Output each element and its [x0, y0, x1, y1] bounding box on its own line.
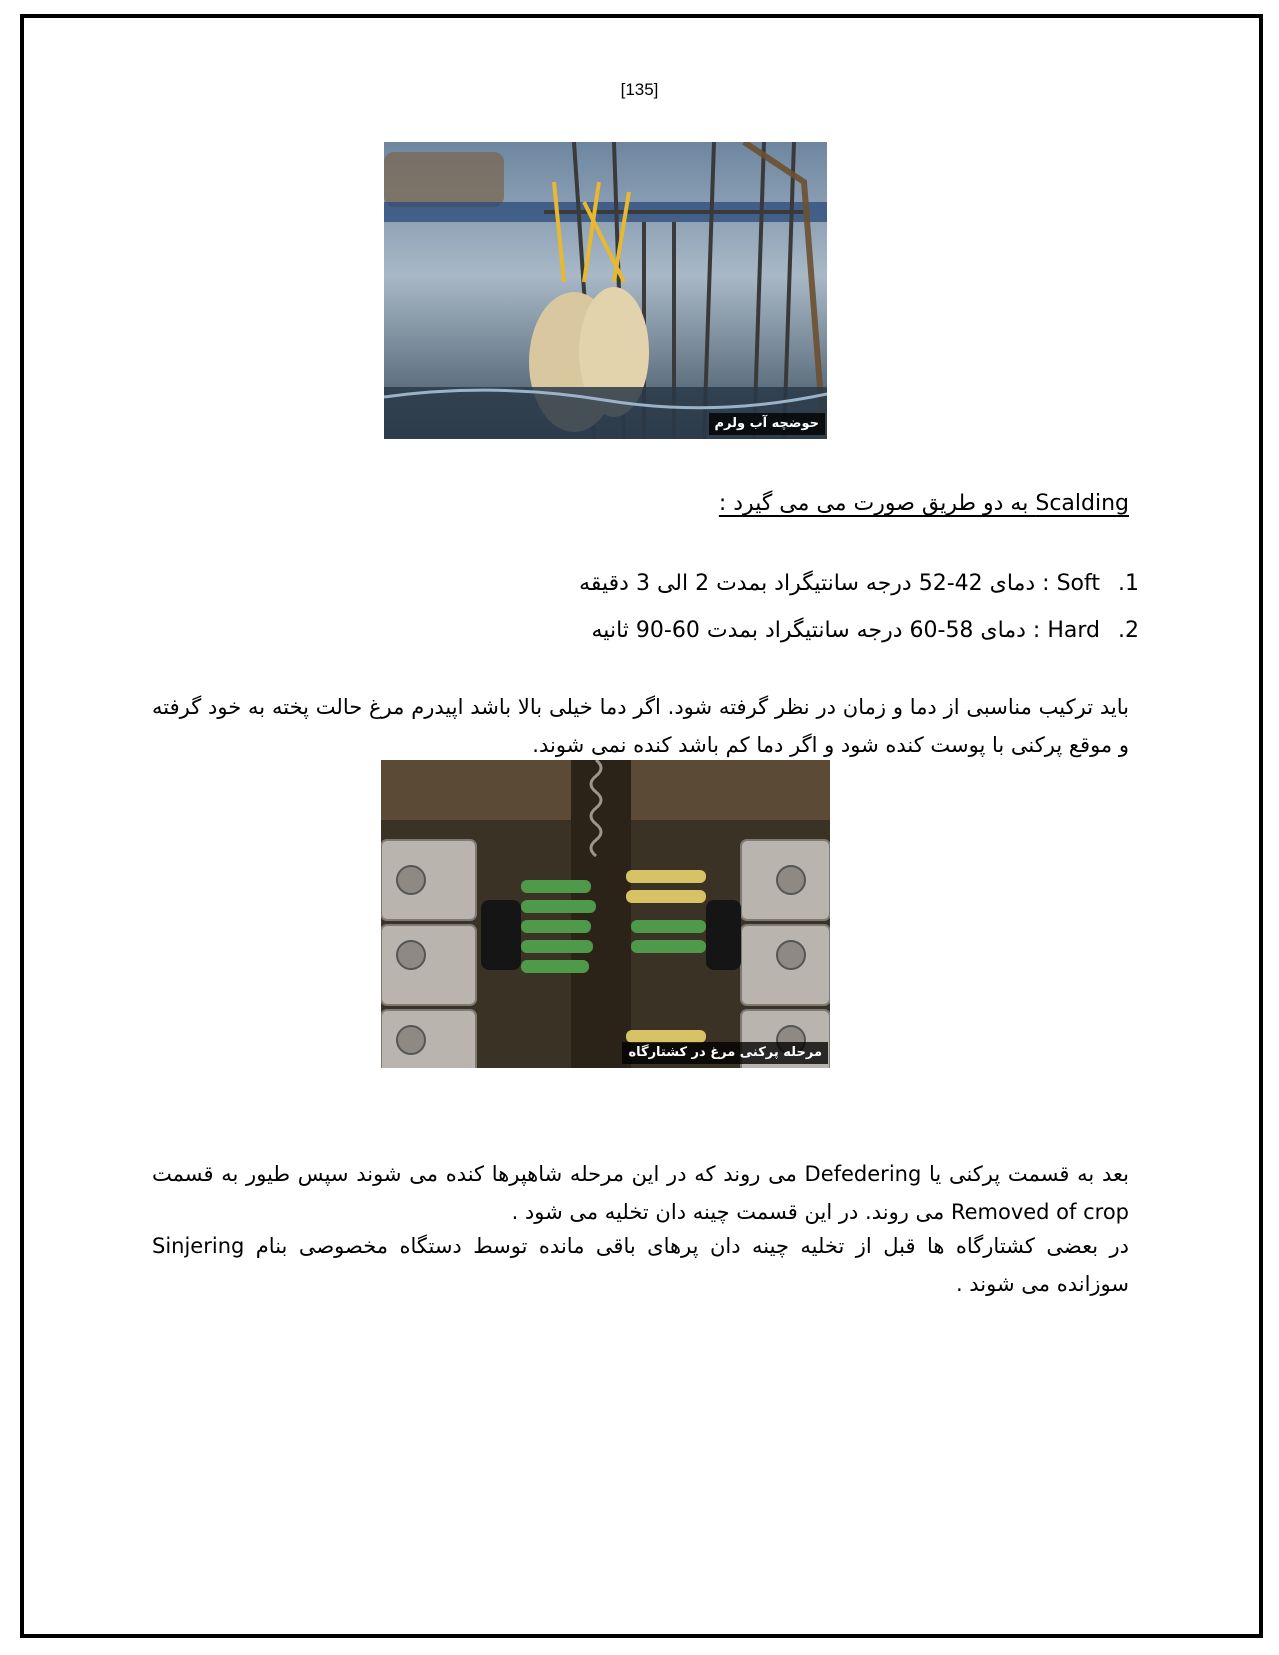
list-text: Hard : دمای 58-60 درجه سانتیگراد بمدت 60-90 ثانیه: [591, 618, 1100, 643]
plucking-machine-photo: [381, 760, 830, 1068]
section-heading: Scalding به دو طریق صورت می می گیرد :: [718, 491, 1129, 516]
list-text: Soft : دمای 42-52 درجه سانتیگراد بمدت 2 الی 3 دقیقه: [579, 571, 1100, 596]
list-number: 1.: [1118, 571, 1139, 596]
figure-caption: حوضچه آب ولرم: [709, 413, 825, 435]
page-number: [135]: [620, 80, 659, 99]
list-item: [579, 607, 1139, 654]
paragraph: بعد به قسمت پرکنی یا Defedering می روند که در این مرحله شاهپرها کنده می شوند سپس طیور به قسمت Removed of crop می روند. در این قسمت چینه دان تخلیه می شود .: [152, 1162, 1129, 1224]
list-number: 2.: [1118, 618, 1139, 643]
paragraph: در بعضی کشتارگاه ها قبل از تخلیه چینه دان پرهای باقی مانده توسط دستگاه مخصوصی بنام Sinjering سوزانده می شوند .: [152, 1234, 1129, 1296]
list-item: [579, 560, 1139, 607]
figure-caption: مرحله پرکنی مرغ در کشتارگاه: [622, 1042, 828, 1064]
scalding-tank-photo: [384, 142, 827, 439]
paragraph: باید ترکیب مناسبی از دما و زمان در نظر گرفته شود. اگر دما خیلی بالا باشد اپیدرم مرغ حالت پخته به خود گرفته و موقع پرکنی با پوست کنده شود و اگر دما کم باشد کنده نمی شوند.: [152, 695, 1129, 757]
scalding-methods-list: [579, 560, 1139, 654]
